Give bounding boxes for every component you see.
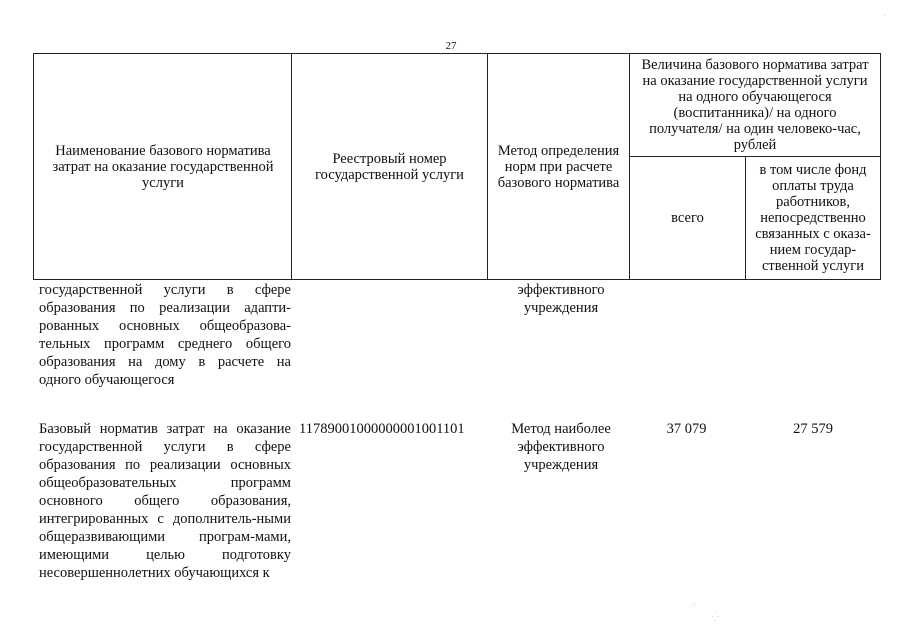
header-method: Метод определения норм при расчете базового норматива: [497, 142, 620, 191]
scan-speck: .: [884, 8, 887, 18]
header-name: Наименование базового норматива затрат на оказание государственной услуги: [52, 142, 274, 191]
row-2-including: 27 579: [793, 421, 833, 437]
header-including: в том числе фонд оплаты труда работников, непосредственно связанных с оказа-нием государ-ственной услуги: [755, 162, 871, 274]
scan-speck: ⁛: [712, 612, 720, 622]
header-registry: Реестровый номер государственной услуги: [315, 150, 464, 183]
header-value-group: Величина базового норматива затрат на оказание государственной услуги на одного обучающегося (воспитанника)/ на одного получателя/ на один человеко-час, рублей: [641, 57, 869, 153]
row-1-name: государственной услуги в сфере образования по реализации адапти-рованных основных общеобразова-тельных программ среднего общего образования на дому в расчете на одного обучающегося: [39, 282, 291, 388]
row-1-method: эффективного учреждения: [517, 282, 605, 316]
header-total: всего: [671, 210, 704, 226]
scan-speck: ⁘: [690, 600, 698, 610]
row-2-name: Базовый норматив затрат на оказание государственной услуги в сфере образования по реализации основных общеобразовательных программ основного общего образования, интегрированных с дополнитель-ными общеразвивающими програм-мами, имеющими целью подготовку несовершеннолетних обучающихся к: [39, 421, 291, 581]
row-2-method: Метод наиболее эффективного учреждения: [511, 421, 611, 473]
page-number: 27: [445, 40, 457, 52]
row-2-total: 37 079: [666, 421, 707, 437]
table-header: [33, 53, 881, 280]
row-2-registry: 11789001000000001001101: [299, 421, 465, 437]
